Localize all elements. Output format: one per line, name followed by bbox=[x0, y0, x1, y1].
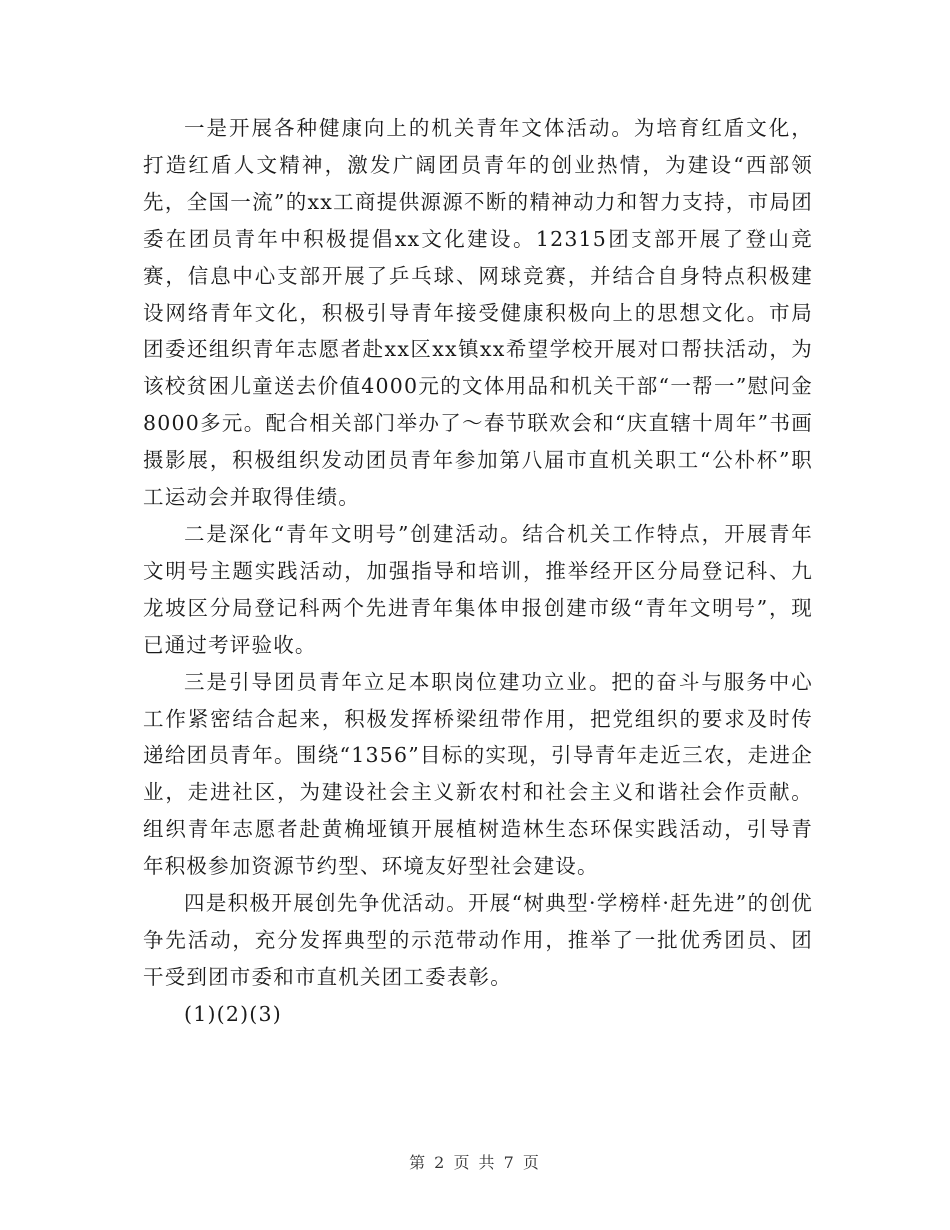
page-footer: 第 2 页 共 7 页 bbox=[409, 1153, 541, 1172]
paragraph-2: 二是深化“青年文明号”创建活动。结合机关工作特点，开展青年文明号主题实践活动，加强指导和培训，推举经开区分局登记科、九龙坡区分局登记科两个先进青年集体申报创建市级“青年文明号”，现已通过考评验收。 bbox=[143, 521, 813, 657]
paragraph-4: 四是积极开展创先争优活动。开展“树典型·学榜样·赶先进”的创优争先活动，充分发挥典型的示范带动作用，推举了一批优秀团员、团干受到团市委和市直机关团工委表彰。 bbox=[143, 891, 813, 989]
paragraph-5: (1)(2)(3) bbox=[184, 1001, 282, 1026]
document-body bbox=[143, 110, 813, 1033]
paragraph-3: 三是引导团员青年立足本职岗位建功立业。把的奋斗与服务中心工作紧密结合起来，积极发挥桥梁纽带作用，把党组织的要求及时传递给团员青年。围绕“1356”目标的实现，引导青年走近三农，走进企业，走进社区，为建设社会主义新农村和社会主义和谐社会作贡献。组织青年志愿者赴黄桷垭镇开展植树造林生态环保实践活动，引导青年积极参加资源节约型、环境友好型社会建设。 bbox=[143, 669, 813, 879]
paragraph-1: 一是开展各种健康向上的机关青年文体活动。为培育红盾文化，打造红盾人文精神，激发广阔团员青年的创业热情，为建设“西部领先，全国一流”的xx工商提供源源不断的精神动力和智力支持，市局团委在团员青年中积极提倡xx文化建设。12315团支部开展了登山竞赛，信息中心支部开展了乒乓球、网球竞赛，并结合自身特点积极建设网络青年文化，积极引导青年接受健康积极向上的思想文化。市局团委还组织青年志愿者赴xx区xx镇xx希望学校开展对口帮扶活动，为该校贫困儿童送去价值4000元的文体用品和机关干部“一帮一”慰问金8000多元。配合相关部门举办了～春节联欢会和“庆直辖十周年”书画摄影展，积极组织发动团员青年参加第八届市直机关职工“公朴杯”职工运动会并取得佳绩。 bbox=[143, 116, 813, 510]
